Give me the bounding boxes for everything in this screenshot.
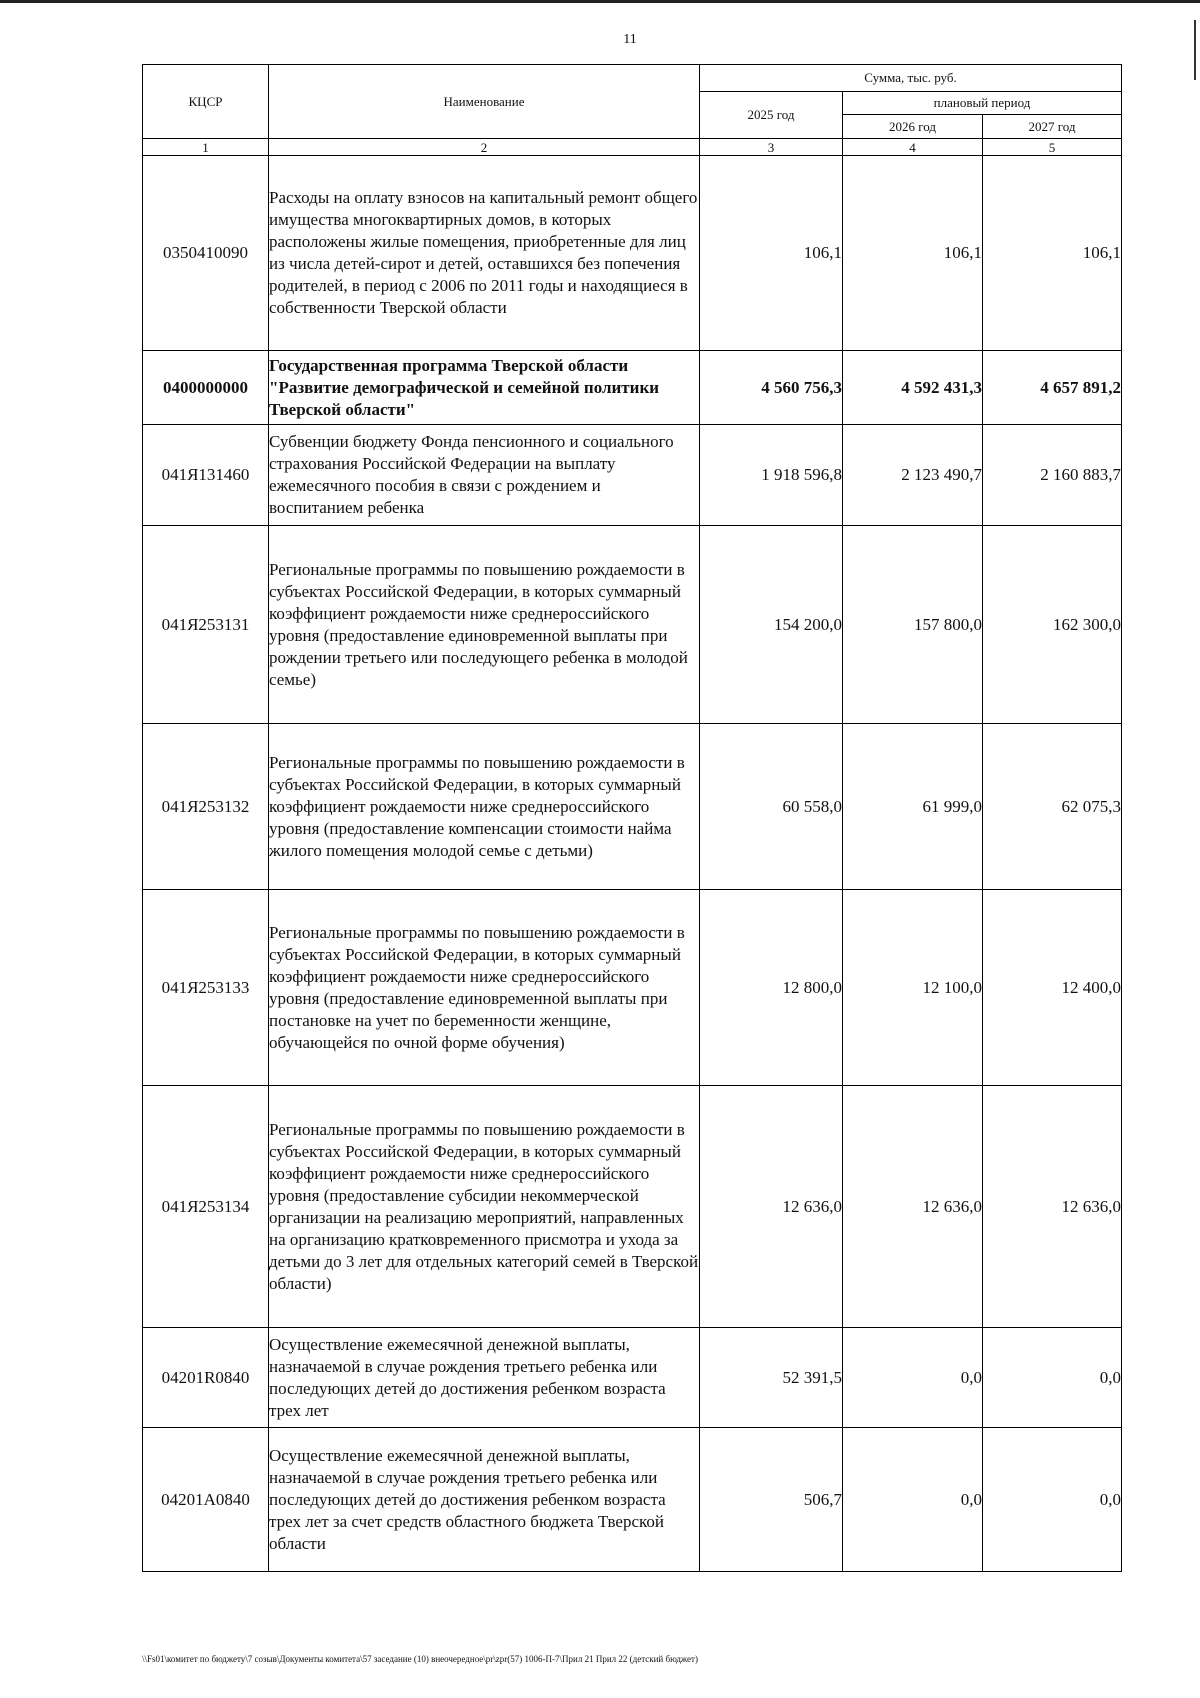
- table-row: [143, 1428, 1122, 1572]
- table-row: [143, 890, 1122, 1086]
- row-value-2027: 162 300,0: [983, 526, 1122, 724]
- row-name: Осуществление ежемесячной денежной выплаты, назначаемой в случае рождения третьего ребенка или последующих детей до достижения ребенком возраста трех лет за счет средств областного бюджета Тверской области: [269, 1428, 700, 1572]
- header-kcsr: КЦСР: [143, 65, 269, 139]
- row-name: Региональные программы по повышению рождаемости в субъектах Российской Федерации, в которых суммарный коэффициент рождаемости ниже среднероссийского уровня (предоставление субсидии некоммерческой организации на реализацию мероприятий, направленных на организацию кратковременного присмотра и ухода за детьми до 3 лет для отдельных категорий семей в Тверской области): [269, 1086, 700, 1328]
- row-value-2025: 106,1: [700, 156, 843, 351]
- row-code: 041Я131460: [143, 425, 269, 526]
- row-value-2025: 52 391,5: [700, 1328, 843, 1428]
- header-name: Наименование: [269, 65, 700, 139]
- column-number-row: [143, 139, 1122, 156]
- row-code: 04201R0840: [143, 1328, 269, 1428]
- row-value-2027: 4 657 891,2: [983, 351, 1122, 425]
- header-sum: Сумма, тыс. руб.: [700, 65, 1122, 92]
- row-name: Региональные программы по повышению рождаемости в субъектах Российской Федерации, в которых суммарный коэффициент рождаемости ниже среднероссийского уровня (предоставление единовременной выплаты при постановке на учет по беременности женщине, обучающейся по очной форме обучения): [269, 890, 700, 1086]
- row-value-2027: 0,0: [983, 1328, 1122, 1428]
- row-value-2026: 12 636,0: [843, 1086, 983, 1328]
- header-2026: 2026 год: [843, 115, 983, 139]
- row-value-2027: 12 636,0: [983, 1086, 1122, 1328]
- row-name: Осуществление ежемесячной денежной выплаты, назначаемой в случае рождения третьего ребенка или последующих детей до достижения ребенком возраста трех лет: [269, 1328, 700, 1428]
- row-value-2026: 106,1: [843, 156, 983, 351]
- row-code: 0350410090: [143, 156, 269, 351]
- table-row: [143, 156, 1122, 351]
- row-value-2027: 2 160 883,7: [983, 425, 1122, 526]
- row-name: Расходы на оплату взносов на капитальный ремонт общего имущества многоквартирных домов, в которых расположены жилые помещения, приобретенные для лиц из числа детей-сирот и детей, оставшихся без попечения родителей, в период с 2006 по 2011 годы и находящиеся в собственности Тверской области: [269, 156, 700, 351]
- row-name: Государственная программа Тверской области "Развитие демографической и семейной политики Тверской области": [269, 351, 700, 425]
- row-value-2025: 1 918 596,8: [700, 425, 843, 526]
- row-code: 041Я253134: [143, 1086, 269, 1328]
- header-2025: 2025 год: [700, 92, 843, 139]
- header-2027: 2027 год: [983, 115, 1122, 139]
- row-value-2025: 154 200,0: [700, 526, 843, 724]
- table-row: [143, 351, 1122, 425]
- row-name: Субвенции бюджету Фонда пенсионного и социального страхования Российской Федерации на выплату ежемесячного пособия в связи с рождением и воспитанием ребенка: [269, 425, 700, 526]
- row-value-2027: 62 075,3: [983, 724, 1122, 890]
- row-code: 041Я253132: [143, 724, 269, 890]
- row-code: 0400000000: [143, 351, 269, 425]
- header-planned-period: плановый период: [843, 92, 1122, 115]
- column-number: 4: [843, 139, 983, 156]
- column-number: 2: [269, 139, 700, 156]
- row-value-2025: 12 800,0: [700, 890, 843, 1086]
- scan-right-edge: [1194, 20, 1196, 80]
- page-number: 11: [623, 32, 637, 47]
- row-value-2026: 0,0: [843, 1328, 983, 1428]
- column-number: 5: [983, 139, 1122, 156]
- row-value-2025: 506,7: [700, 1428, 843, 1572]
- row-name: Региональные программы по повышению рождаемости в субъектах Российской Федерации, в которых суммарный коэффициент рождаемости ниже среднероссийского уровня (предоставление компенсации стоимости найма жилого помещения молодой семье с детьми): [269, 724, 700, 890]
- footer-file-path: \\Fs01\комитет по бюджету\7 созыв\Документы комитета\57 заседание (10) внеочередное\pr\zpr(57) 1006-П-7\Прил 21 Прил 22 (детский бюджет): [142, 1654, 698, 1664]
- scan-top-edge: [0, 0, 1200, 3]
- column-number: 1: [143, 139, 269, 156]
- row-value-2026: 12 100,0: [843, 890, 983, 1086]
- row-value-2027: 106,1: [983, 156, 1122, 351]
- budget-table: [142, 64, 1122, 1572]
- row-value-2026: 4 592 431,3: [843, 351, 983, 425]
- row-code: 04201A0840: [143, 1428, 269, 1572]
- row-value-2026: 2 123 490,7: [843, 425, 983, 526]
- row-value-2027: 0,0: [983, 1428, 1122, 1572]
- table-row: [143, 425, 1122, 526]
- row-name: Региональные программы по повышению рождаемости в субъектах Российской Федерации, в которых суммарный коэффициент рождаемости ниже среднероссийского уровня (предоставление единовременной выплаты при рождении третьего или последующего ребенка в молодой семье): [269, 526, 700, 724]
- table-row: [143, 1328, 1122, 1428]
- row-value-2026: 61 999,0: [843, 724, 983, 890]
- column-number: 3: [700, 139, 843, 156]
- row-value-2025: 60 558,0: [700, 724, 843, 890]
- row-value-2025: 12 636,0: [700, 1086, 843, 1328]
- table-row: [143, 724, 1122, 890]
- header-row-1: [143, 65, 1122, 92]
- table-row: [143, 526, 1122, 724]
- row-value-2027: 12 400,0: [983, 890, 1122, 1086]
- row-code: 041Я253131: [143, 526, 269, 724]
- row-value-2025: 4 560 756,3: [700, 351, 843, 425]
- row-value-2026: 157 800,0: [843, 526, 983, 724]
- row-code: 041Я253133: [143, 890, 269, 1086]
- row-value-2026: 0,0: [843, 1428, 983, 1572]
- table-row: [143, 1086, 1122, 1328]
